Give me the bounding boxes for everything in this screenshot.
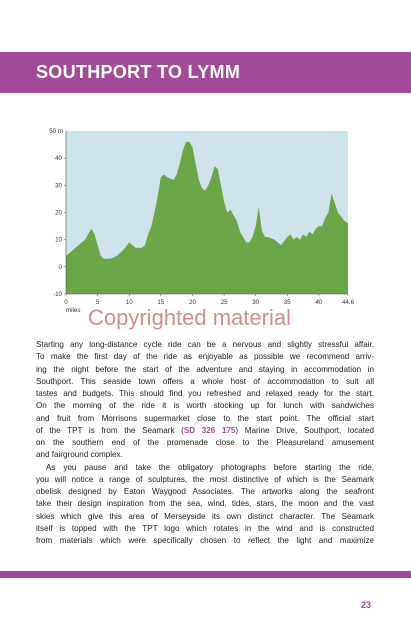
page-number: 23 — [361, 600, 372, 610]
elevation-profile-svg — [36, 113, 377, 313]
x-tick-label: 10 — [125, 299, 133, 306]
text-line: ing the night before the start of the adventure and staying in accommodation in — [36, 364, 374, 374]
x-tick-label: 30 — [252, 299, 260, 306]
elevation-profile-chart — [36, 113, 377, 337]
x-tick-label: 35 — [283, 299, 291, 306]
text-fragment: ) Marine Drive, Southport, located — [235, 425, 374, 435]
bottom-band — [0, 571, 411, 578]
y-tick-label: 10 — [55, 236, 62, 244]
text-line: tastes and budgets. This should find you refreshed and relaxed ready for the start. — [36, 389, 374, 398]
body-text — [36, 339, 374, 547]
x-tick-label: 15 — [157, 299, 165, 306]
text-line: from materials which were specifically chosen to reflect the light and maximize — [36, 536, 374, 545]
x-tick-label: 0 — [64, 299, 68, 306]
text-line: To make the first day of the ride as enjoyable as possible we recommend arriv- — [36, 352, 374, 362]
y-tick-label: -10 — [53, 291, 62, 298]
page-title: SOUTHPORT TO LYMM — [36, 62, 241, 82]
text-line: As you pause and take the obligatory photographs before starting the ride, — [46, 462, 374, 472]
y-tick-label: 40 — [55, 155, 62, 163]
grid-reference: SD 326 175 — [183, 425, 236, 435]
text-line: on the southern end of the promenade close to the Pleasureland amusement — [36, 438, 374, 447]
x-tick-label: 44.6 — [341, 299, 355, 306]
text-line: and fairground complex. — [36, 450, 123, 460]
text-line: and fruit from Morrisons supermarket close to the start point. The official start — [36, 413, 374, 423]
text-line: you will notice a range of sculptures, the most distinctive of which is the Seamark — [36, 474, 374, 484]
x-tick-label: 20 — [189, 299, 196, 306]
text-line: skies which give this area of Merseyside its own distinct character. The Seamark — [36, 511, 374, 521]
x-tick-label: 25 — [220, 299, 228, 306]
text-line: itself is topped with the TPT logo which rotates in the wind and is constructed — [36, 523, 374, 533]
x-tick-label: 5 — [95, 299, 100, 306]
text-fragment: of the TPT is from the Seamark ( — [36, 425, 184, 435]
text-line: Starting any long-distance cycle ride can be a nervous and slightly stressful affair. — [36, 340, 374, 349]
title-band — [0, 52, 411, 93]
text-line: take their design inspiration from the sea, wind, tides, stars, the moon and the vast — [36, 499, 374, 509]
text-line: On the morning of the ride it is worth stocking up for lunch with sandwiches — [36, 401, 374, 411]
text-line: obelisk designed by Eaton Waygood Associates. The artworks along the seafront — [36, 487, 374, 496]
x-axis-label: miles — [66, 307, 81, 313]
y-unit-label: 50 m — [49, 128, 63, 135]
y-tick-label: 30 — [55, 182, 62, 190]
watermark: Copyrighted material — [88, 305, 291, 330]
y-tick-label: 20 — [55, 209, 62, 217]
y-tick-label: 0 — [58, 263, 62, 271]
text-line: Southport. This seaside town offers a whole host of accommodation to suit all — [36, 376, 374, 386]
x-tick-label: 40 — [315, 299, 323, 306]
text-line — [36, 425, 374, 437]
